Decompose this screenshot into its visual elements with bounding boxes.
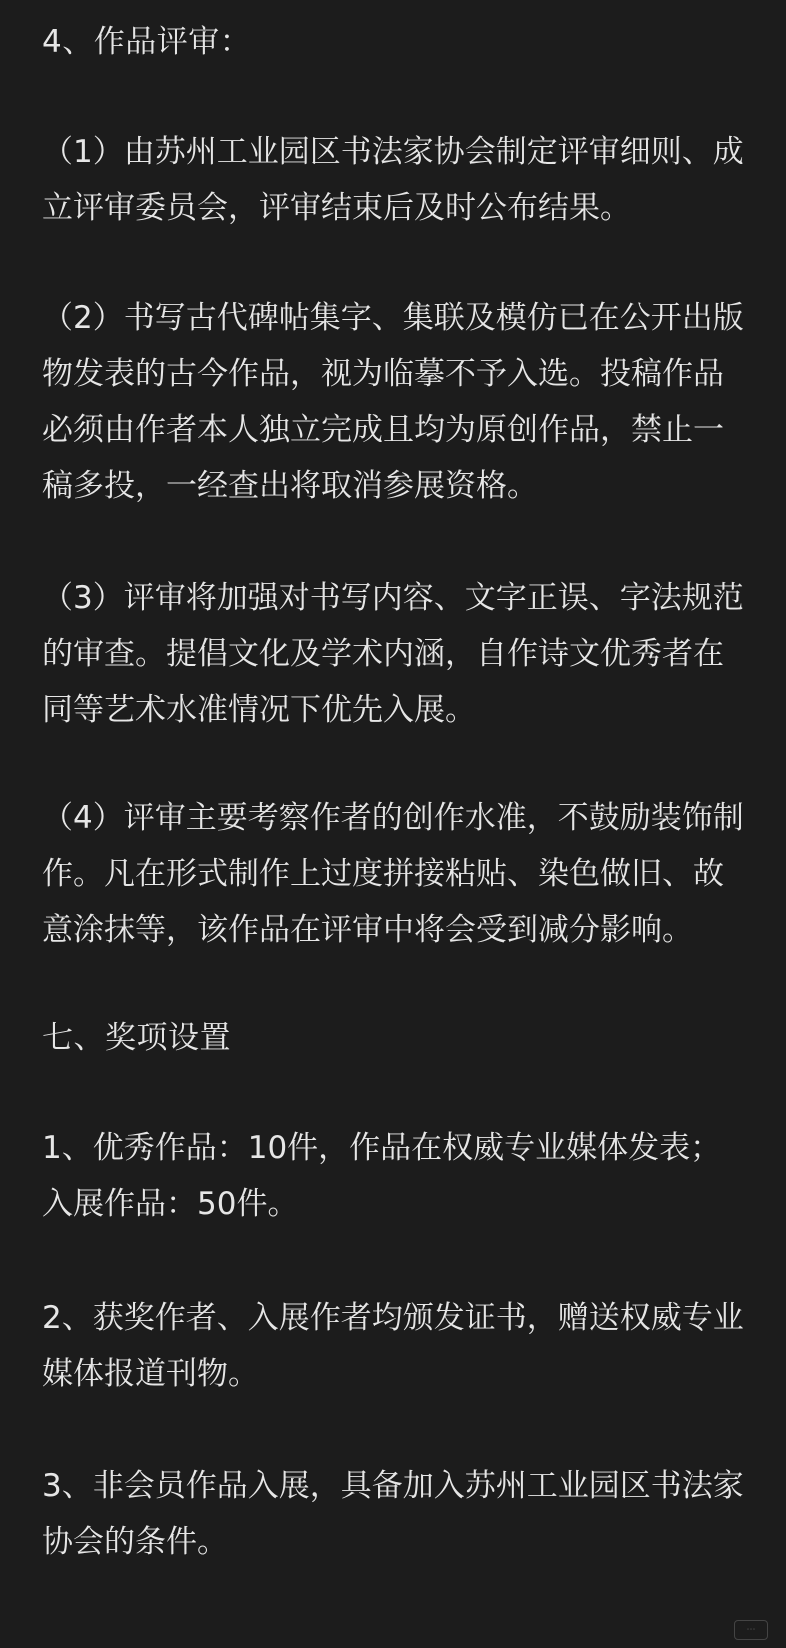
review-item-4: （4）评审主要考察作者的创作水准，不鼓励装饰制作。凡在形式制作上过度拼接粘贴、染色做旧、故意涂抹等，该作品在评审中将会受到减分影响。 <box>42 800 744 948</box>
review-item-3: （3）评审将加强对书写内容、文字正误、字法规范的审查。提倡文化及学术内涵，自作诗文优秀者在同等艺术水准情况下优先入展。 <box>42 580 744 728</box>
award-item-1: 1、优秀作品：10件，作品在权威专业媒体发表；入展作品：50件。 <box>42 1130 722 1222</box>
award-item-2: 2、获奖作者、入展作者均颁发证书，赠送权威专业媒体报道刊物。 <box>42 1300 744 1392</box>
award-item-3: 3、非会员作品入展，具备加入苏州工业园区书法家协会的条件。 <box>42 1468 744 1560</box>
section-heading-awards: 七、奖项设置 <box>42 1020 231 1056</box>
watermark-logo: ⋯ <box>734 1620 768 1640</box>
review-item-2: （2）书写古代碑帖集字、集联及模仿已在公开出版物发表的古今作品，视为临摹不予入选。投稿作品必须由作者本人独立完成且均为原创作品，禁止一稿多投，一经查出将取消参展资格。 <box>42 300 744 504</box>
review-item-1: （1）由苏州工业园区书法家协会制定评审细则、成立评审委员会，评审结束后及时公布结果。 <box>42 134 744 226</box>
section-heading-review: 4、作品评审： <box>42 24 252 60</box>
